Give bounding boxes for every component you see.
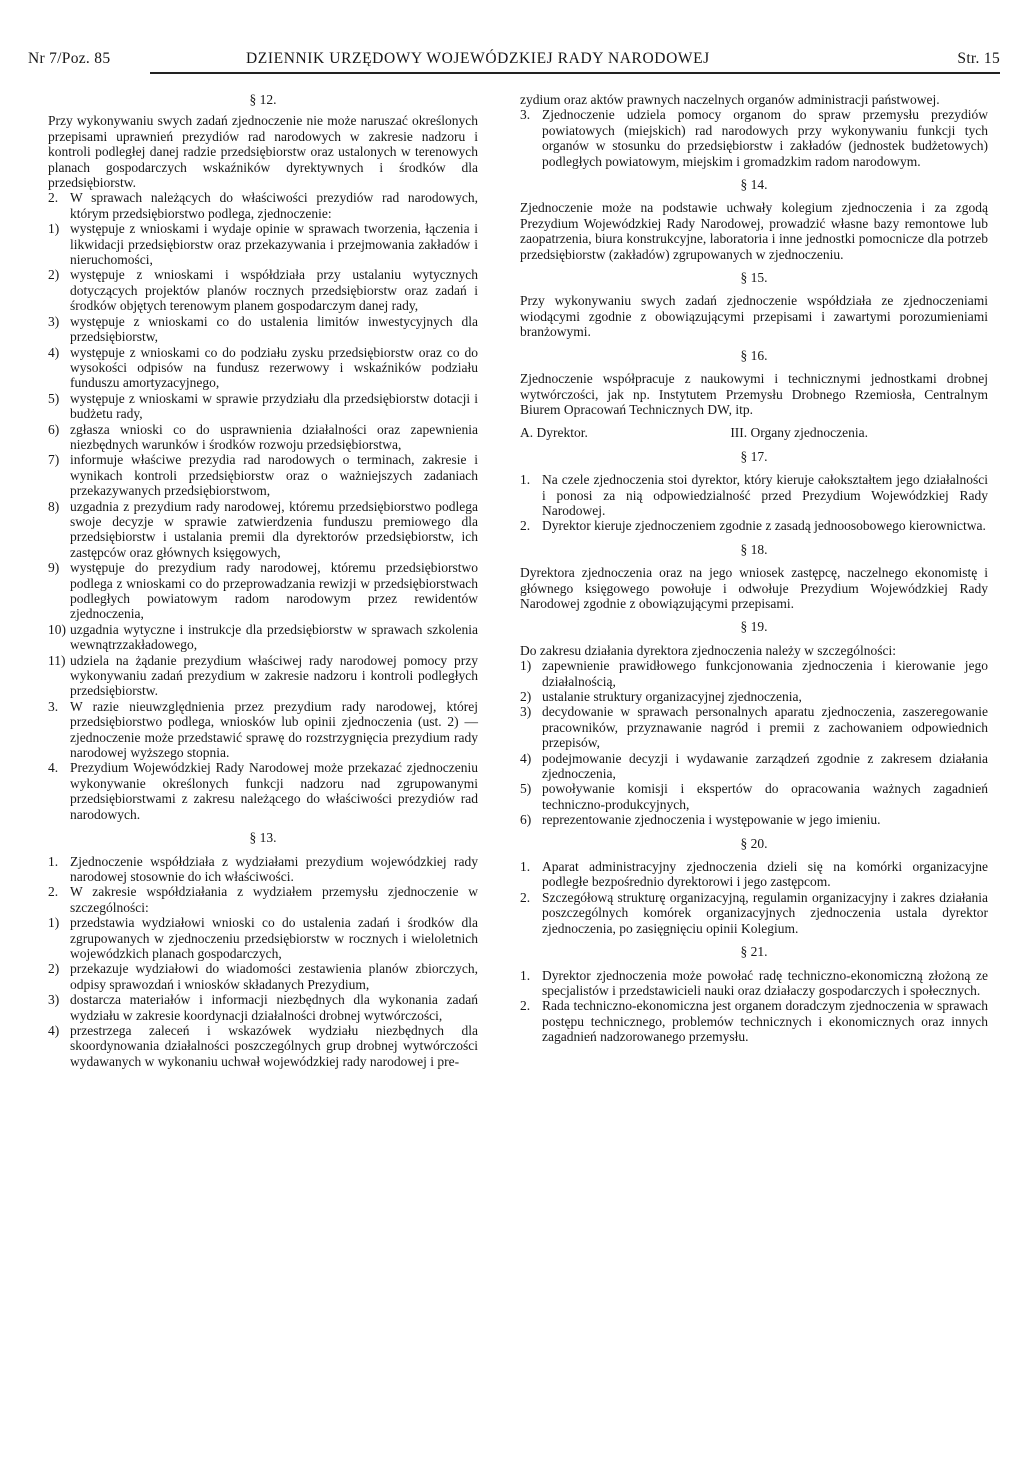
item-text: uzgadnia wytyczne i instrukcje dla przedsiębiorstw w sprawach szkolenia wewnątrzzakładowego, [70,621,478,653]
header-rule [150,72,1000,74]
list-item [520,812,988,827]
item-number: 6) [520,812,532,828]
item-number: 3) [520,704,532,720]
list-item [520,472,988,518]
item-number: 2. [520,998,531,1014]
item-number: 4) [520,750,532,766]
item-text: Szczegółową strukturę organizacyjną, regulamin organizacyjny i zakres działania poszczególnych komórek organizacyjnych zjednoczenia ustala dyrektor zjednoczenia, po zasięgnięciu opinii Kolegium. [542,889,988,936]
item-text: przestrzega zaleceń i wskazówek wydziału niezbędnych dla skoordynowania działalności poszczególnych grup drobnej wytwórczości wydawanych w wykonaniu uchwał wojewódzkiej rady narodowej i pre- [70,1022,478,1069]
list-item [48,499,478,561]
section-heading-13: § 13. [249,830,277,846]
section-heading-15: § 15. [740,270,768,286]
section-12-point-3 [48,699,478,761]
item-number: 2) [520,689,532,704]
item-text: Rada techniczno-ekonomiczna jest organem doradczym zjednoczenia w sprawach postępu technicznego, problemów technicznych i ekonomicznych oraz innych zagadnień nadzorowanego przemysłu. [542,998,988,1045]
part-heading-organs: III. Organy zjednoczenia. [730,425,868,441]
item-number: 3) [48,313,60,329]
item-text: informuje właściwe prezydia rad narodowych o terminach, zakresie i wynikach kontroli przedsiębiorstw oraz o ważniejszych zadaniach przekazywanych przedsiębiorstwom, [70,452,478,499]
list-item [520,859,988,890]
section-18-text: Dyrektora zjednoczenia oraz na jego wniosek zastępcę, naczelnego ekonomistę i głównego księgowego powołuje i odwołuje Prezydium Wojewódzkiej Rady Narodowej zgodnie z obowiązującymi przepisami. [520,565,988,611]
list-item [48,267,478,313]
item-text: ustalanie struktury organizacyjnej zjednoczenia, [542,689,802,704]
point-number: 2. [48,884,59,900]
item-text: reprezentowanie zjednoczenia i występowanie w jego imieniu. [542,812,881,828]
list-item [48,915,478,961]
journal-title: DZIENNIK URZĘDOWY WOJEWÓDZKIEJ RADY NARODOWEJ [246,50,710,67]
list-item [48,560,478,622]
item-text: zgłasza wnioski co do usprawnienia działalności oraz zapewnienia niezbędnych warunków i środków rozwoju przedsiębiorstwa, [70,421,478,452]
list-item [48,422,478,453]
item-number: 8) [48,498,60,514]
list-item [520,751,988,782]
point-text: Prezydium Wojewódzkiej Rady Narodowej może przekazać zjednoczeniu wykonywanie określonych funkcji nadzoru nad zgrupowanymi przedsiębiorstwami z zakresu należącego do właściwości prezydiów rad narodowych. [70,760,478,822]
item-number: 2) [48,267,60,283]
item-text: podejmowanie decyzji i wydawanie zarządzeń zgodnie z zakresem działania zjednoczenia, [542,750,988,782]
section-heading-18: § 18. [740,541,768,557]
list-item [48,653,478,699]
section-16-text: Zjednoczenie współpracuje z naukowymi i technicznymi jednostkami drobnej wytwórczości, jak np. Instytutem Przemysłu Drobnego Rzemiosła, Centralnym Biurem Opracowań Technicznych DW, itp. [520,371,988,417]
list-item [48,314,478,345]
item-text: przekazuje wydziałowi do wiadomości zestawienia planów zbiorczych, odpisy sprawozdań i wniosków składanych Prezydium, [70,961,478,992]
item-number: 10) [48,621,66,637]
section-heading-20: § 20. [740,835,768,851]
item-number: 3) [48,992,60,1008]
item-text: udziela na żądanie prezydium właściwej rady narodowej pomocy przy wykonywaniu zadań prezydium w zakresie nadzoru i kontroli podległych przedsiębiorstw. [70,652,478,699]
section-14-text: Zjednoczenie może na podstawie uchwały kolegium zjednoczenia i za zgodą Prezydium Wojewódzkiej Rady Narodowej, prowadzić własne bazy remontowe lub zaopatrzenia, biura konstrukcyjne, laboratoria i inne jednostki pomocnicze dla potrzeb przedsiębiorstw (zakładów) zgrupowanych w zjednoczeniu. [520,200,988,262]
item-number: 1) [48,221,60,237]
list-item [48,622,478,653]
section-12-point-2 [48,190,478,221]
list-item [48,961,478,992]
list-item [48,391,478,422]
item-number: 9) [48,560,60,576]
item-text: powoływanie komisji i ekspertów do opracowania ważnych zagadnień techniczno-produkcyjnych, [542,781,988,812]
section-19-text: Do zakresu działania dyrektora zjednoczenia należy w szczególności: [520,642,896,658]
list-item [520,890,988,936]
section-heading-19: § 19. [740,619,768,635]
list-item [48,345,478,391]
list-item [48,452,478,498]
item-text: występuje do prezydium rady narodowej, któremu przedsiębiorstwo podlega z wnioskami co do przeprowadzania rewizji w przedsiębiorstwach podległych powiatowym radom narodowym przez rewidentów zjednoczenia, [70,560,478,622]
item-number: 4) [48,1022,60,1038]
list-item [520,658,988,689]
point-text: W razie nieuwzględnienia przez prezydium rady narodowej, której przedsiębiorstwo podlega, wniosków lub opinii zjednoczenia (ust. 2) — zjednoczenie może przedstawić sprawę do rozstrzygnięcia prezydium rady narodowej wyższego stopnia. [70,698,478,761]
section-15-text: Przy wykonywaniu swych zadań zjednoczenie współdziała ze zjednoczeniami wiodącymi zgodnie z obowiązującymi przepisami i zawartymi porozumieniami branżowymi. [520,293,988,340]
point-number: 3. [520,107,531,123]
item-number: 1. [520,472,531,488]
item-number: 6) [48,421,60,437]
list-item [520,689,988,704]
part-heading-row [520,425,988,440]
item-number: 7) [48,452,60,468]
item-text: przedstawia wydziałowi wnioski co do ustalenia zadań i środków dla zgrupowanych w zjednoczeniu przedsiębiorstw w rocznych i wieloletnich wojewódzkich planach gospodarczych, [70,915,478,961]
list-item [520,704,988,750]
item-text: dostarcza materiałów i informacji niezbędnych dla wykonania zadań wydziału w zakresie koordynacji działalności drobnej wytwórczości, [70,992,478,1023]
item-text: zapewnienie prawidłowego funkcjonowania zjednoczenia i kierowanie jego działalnością, [542,658,988,689]
point-text: W zakresie współdziałania z wydziałem przemysłu zjednoczenie w szczególności: [70,884,478,915]
section-12-paragraph-1: Przy wykonywaniu swych zadań zjednoczenie nie może naruszać określonych przepisami uprawnień prezydiów rad narodowych w zakresie nadzoru i kontroli podległej danej radzie przedsiębiorstw oraz ustalonych w terenowych planach gospodarczych wskaźników dyrektywnych i środków dla przedsiębiorstw. [48,113,478,191]
item-text: Dyrektor zjednoczenia może powołać radę techniczno-ekonomiczną złożoną ze specjalistów i przedstawicieli nauki oraz działaczy gospodarczych i społecznych. [542,967,988,998]
item-text: Aparat administracyjny zjednoczenia dzieli się na komórki organizacyjne podległe bezpośrednio dyrektorowi i jego zastępcom. [542,859,988,890]
list-item [520,518,988,533]
list-item [520,998,988,1044]
section-heading-14: § 14. [740,177,768,193]
item-number: 4) [48,344,60,360]
point-text: W sprawach należących do właściwości prezydiów rad narodowych, którym przedsiębiorstwo podlega, zjednoczenie: [70,190,478,221]
list-item [520,781,988,812]
item-number: 2) [48,961,60,977]
item-text: występuje z wnioskami i współdziała przy ustalaniu wytycznych dotyczących projektów planów rocznych przedsiębiorstw oraz zadań i środków objętych terenowym planem gospodarczym danej rady, [70,267,478,314]
item-text: występuje z wnioskami co do podziału zysku przedsiębiorstw oraz co do wysokości odpisów na fundusz rezerwowy i wskaźników podziału funduszu amortyzacyjnego, [70,344,478,391]
section-heading-17: § 17. [740,448,768,464]
point-number: 3. [48,698,59,714]
item-text: Dyrektor kieruje zjednoczeniem zgodnie z zasadą jednoosobowego kierownictwa. [542,518,986,534]
item-number: 1) [48,915,60,931]
list-item [48,992,478,1023]
point-text: Zjednoczenie współdziała z wydziałami prezydium wojewódzkiej rady narodowej stosownie do ich właściwości. [70,853,478,884]
item-text: występuje z wnioskami w sprawie przydziału dla przedsiębiorstw dotacji i budżetu rady, [70,390,478,422]
section-13-point-1 [48,854,478,885]
item-text: uzgadnia z prezydium rady narodowej, któremu przedsiębiorstwo podlega swoje decyzje w sprawie zatwierdzenia funduszu premiowego dla przedsiębiorstw i ustalania premii dla dyrektorów przedsiębiorstw, ich zastępców oraz głównych księgowych, [70,498,478,560]
section-13-point-2 [48,884,478,915]
section-heading-16: § 16. [740,347,768,363]
item-text: Na czele zjednoczenia stoi dyrektor, który kieruje całokształtem jego działalności i ponosi za nią odpowiedzialność przed Prezydium Wojewódzkiej Rady Narodowej. [542,472,988,518]
point-number: 4. [48,760,59,776]
left-column [48,92,478,1069]
item-text: decydowanie w sprawach personalnych aparatu zjednoczenia, zaszeregowanie pracowników, przyznawanie nagród i premii z zachowaniem odpowiednich przepisów, [542,704,988,751]
page-header [28,50,1000,72]
item-number: 1. [520,967,531,983]
list-item [48,1023,478,1069]
item-number: 11) [48,652,66,668]
item-number: 5) [48,390,60,406]
subsection-heading-director: A. Dyrektor. [520,425,588,441]
continuation-paragraph: zydium oraz aktów prawnych naczelnych organów administracji państwowej. [520,92,940,107]
item-text: występuje z wnioskami i wydaje opinie w sprawach tworzenia, łączenia i likwidacji przedsiębiorstw oraz przekazywania i przejmowania zakładów i nieruchomości, [70,221,478,268]
right-column [520,92,988,1045]
item-number: 1) [520,658,532,674]
section-heading-21: § 21. [740,944,768,960]
page-number: Str. 15 [957,50,1000,67]
list-item [48,221,478,267]
issue-number: Nr 7/Poz. 85 [28,50,111,67]
item-number: 2. [520,889,531,905]
section-13-point-3 [520,107,988,169]
point-text: Zjednoczenie udziela pomocy organom do spraw przemysłu prezydiów powiatowych (miejskich) rad narodowych przy wykonywaniu funkcji tych organów w stosunku do przedsiębiorstw i zakładów (jednostek budżetowych) podległych powiatowym, miejskim i gromadzkim radom narodowym. [542,107,988,169]
point-number: 1. [48,853,59,869]
item-text: występuje z wnioskami co do ustalenia limitów inwestycyjnych dla przedsiębiorstw, [70,313,478,345]
item-number: 5) [520,781,532,797]
point-number: 2. [48,190,59,206]
item-number: 1. [520,859,531,875]
section-heading-12: § 12. [249,92,277,107]
item-number: 2. [520,518,531,534]
section-12-point-4 [48,760,478,822]
list-item [520,968,988,999]
